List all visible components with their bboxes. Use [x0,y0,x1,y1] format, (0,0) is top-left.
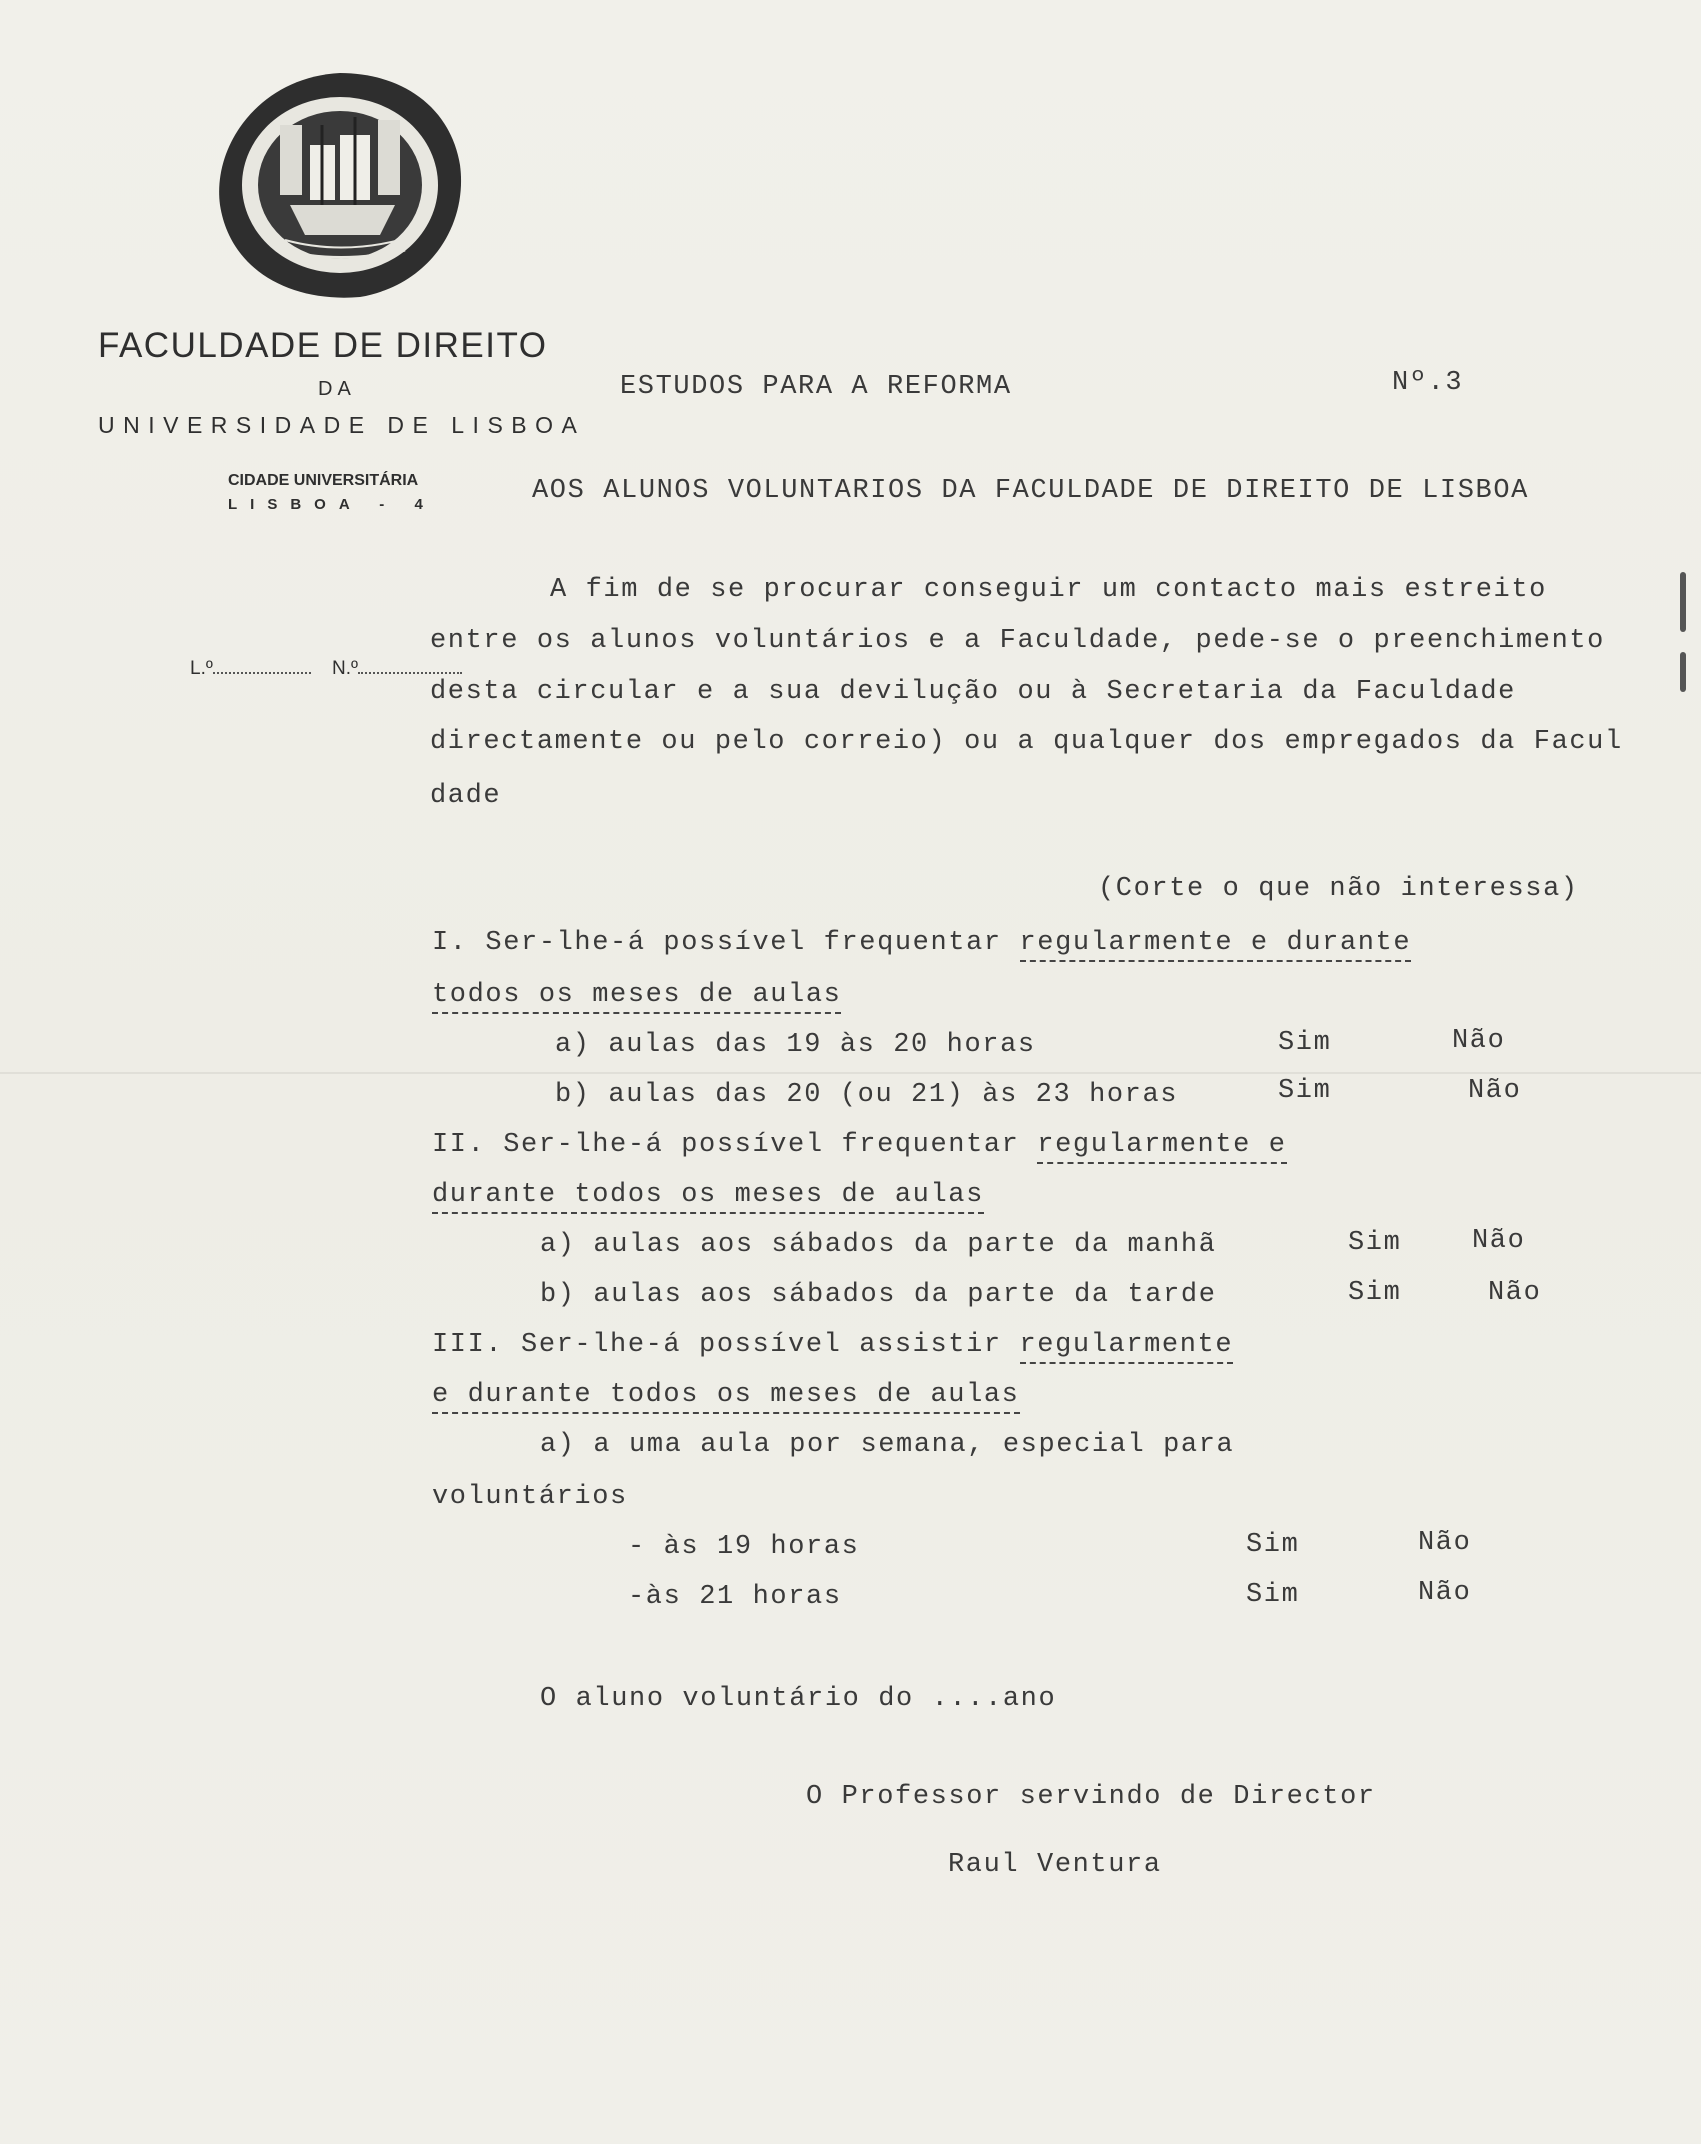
question-2-line-2 [432,1180,984,1210]
q3-19-nao: Não [1418,1528,1472,1558]
question-2-option-b: b) aulas aos sábados da parte da tarde [540,1280,1217,1310]
document-title: ESTUDOS PARA A REFORMA [620,372,1012,402]
edge-mark-top [1680,572,1686,632]
q3-21-nao: Não [1418,1578,1472,1608]
q1a-sim: Sim [1278,1028,1332,1058]
intro-line-1: A fim de se procurar conseguir um contacto mais estreito [550,575,1547,605]
question-2-prefix: II. Ser-lhe-á possível frequentar [432,1130,1038,1160]
university-seal-logo [210,65,470,305]
paper-fold [0,1072,1701,1074]
faculty-name: FACULDADE DE DIREITO [98,326,548,365]
campus-name: CIDADE UNIVERSITÁRIA [228,472,419,489]
question-3-time-19: - às 19 horas [628,1532,860,1562]
campus-city: LISBOA - 4 [228,496,436,513]
intro-line-5: dade [430,781,502,811]
question-2-option-a: a) aulas aos sábados da parte da manhã [540,1230,1217,1260]
q3-21-sim: Sim [1246,1580,1300,1610]
question-1-underline-2: todos os meses de aulas [432,980,841,1014]
question-1-line-2 [432,980,841,1010]
q1a-nao: Não [1452,1026,1506,1056]
question-1-line-1 [432,928,1411,958]
question-3-line-2 [432,1380,1020,1410]
question-1-option-a: a) aulas das 19 às 20 horas [555,1030,1036,1060]
student-year-line: O aluno voluntário do ....ano [540,1684,1057,1714]
addressee-line: AOS ALUNOS VOLUNTARIOS DA FACULDADE DE DIREITO DE LISBOA [532,476,1529,506]
q2b-sim: Sim [1348,1278,1402,1308]
q1b-nao: Não [1468,1076,1522,1106]
question-3-underline-1: regularmente [1020,1330,1234,1364]
question-1-prefix: I. Ser-lhe-á possível frequentar [432,928,1020,958]
question-3-prefix: III. Ser-lhe-á possível assistir [432,1330,1020,1360]
question-3-option-a: a) a uma aula por semana, especial para [540,1430,1235,1460]
reference-n-label: N.º [332,658,358,679]
faculty-da: DA [318,378,356,400]
question-2-underline-2: durante todos os meses de aulas [432,1180,984,1214]
q2a-sim: Sim [1348,1228,1402,1258]
question-3-underline-2: e durante todos os meses de aulas [432,1380,1020,1414]
question-3-time-21: -às 21 horas [628,1582,842,1612]
instruction-note: (Corte o que não interessa) [1098,874,1579,904]
question-2-underline-1: regularmente e [1037,1130,1286,1164]
q2a-nao: Não [1472,1226,1526,1256]
reference-l-label: L.º [190,658,213,679]
question-2-line-1 [432,1130,1287,1160]
intro-line-3: desta circular e a sua devilução ou à Secretaria da Faculdade [430,677,1516,707]
document-number: Nº.3 [1392,368,1464,398]
q3-19-sim: Sim [1246,1530,1300,1560]
question-1-option-b: b) aulas das 20 (ou 21) às 23 horas [555,1080,1179,1110]
intro-line-4: directamente ou pelo correio) ou a qualquer dos empregados da Facul [430,727,1623,757]
intro-line-2: entre os alunos voluntários e a Faculdade, pede-se o preenchimento [430,626,1605,656]
q2b-nao: Não [1488,1278,1542,1308]
signature-role: O Professor servindo de Director [806,1782,1376,1812]
q1b-sim: Sim [1278,1076,1332,1106]
edge-mark-bottom [1680,652,1686,692]
question-1-underline-1: regularmente e durante [1020,928,1412,962]
question-3-option-a-cont: voluntários [432,1482,628,1512]
signature-name: Raul Ventura [948,1850,1162,1880]
university-name: UNIVERSIDADE DE LISBOA [98,412,586,438]
question-3-line-1 [432,1330,1233,1360]
reference-l [190,658,311,680]
